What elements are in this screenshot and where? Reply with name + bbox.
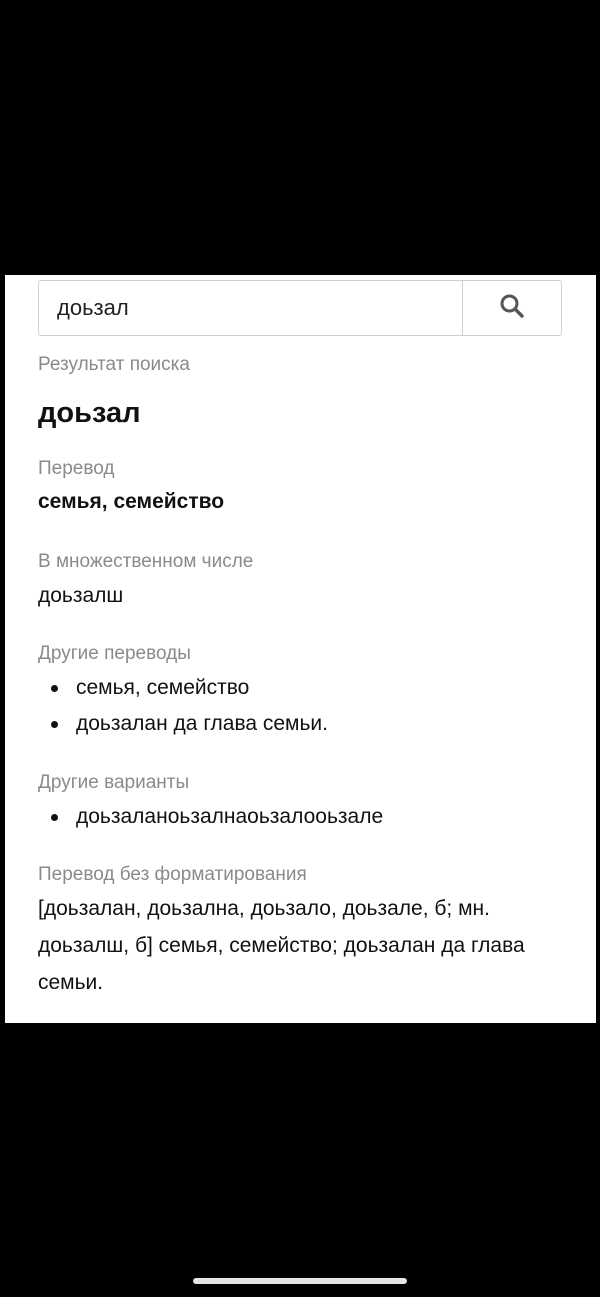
translation-label: Перевод	[38, 458, 115, 479]
search-icon	[499, 293, 525, 324]
dictionary-card	[5, 275, 596, 1023]
search-button[interactable]	[462, 281, 561, 335]
search-input[interactable]	[39, 281, 462, 335]
other-translations-label: Другие переводы	[38, 643, 191, 664]
result-word: доьзал	[38, 397, 141, 429]
list-item-text: семья, семейство	[76, 676, 250, 699]
list-item	[38, 799, 383, 835]
raw-translation-label: Перевод без форматирования	[38, 864, 307, 885]
raw-translation-text: [доьзалан, доьзална, доьзало, доьзале, б; мн. доьзалш, б] семья, семейство; доьзалан да глава семьи.	[38, 897, 525, 994]
list-item-text: доьзаланоьзалнаоьзалооьзале	[76, 805, 384, 828]
variants-list	[38, 799, 383, 835]
list-item-text: доьзалан да глава семьи.	[76, 712, 328, 735]
translation-value: семья, семейство	[38, 490, 225, 513]
search-bar	[38, 280, 562, 336]
variants-label: Другие варианты	[38, 772, 190, 793]
other-translations-list	[38, 670, 328, 742]
search-result-label: Результат поиска	[38, 354, 190, 375]
plural-value: доьзалш	[38, 584, 124, 607]
plural-label: В множественном числе	[38, 551, 254, 572]
list-item	[38, 670, 328, 706]
home-indicator	[193, 1278, 407, 1284]
list-item	[38, 706, 328, 742]
